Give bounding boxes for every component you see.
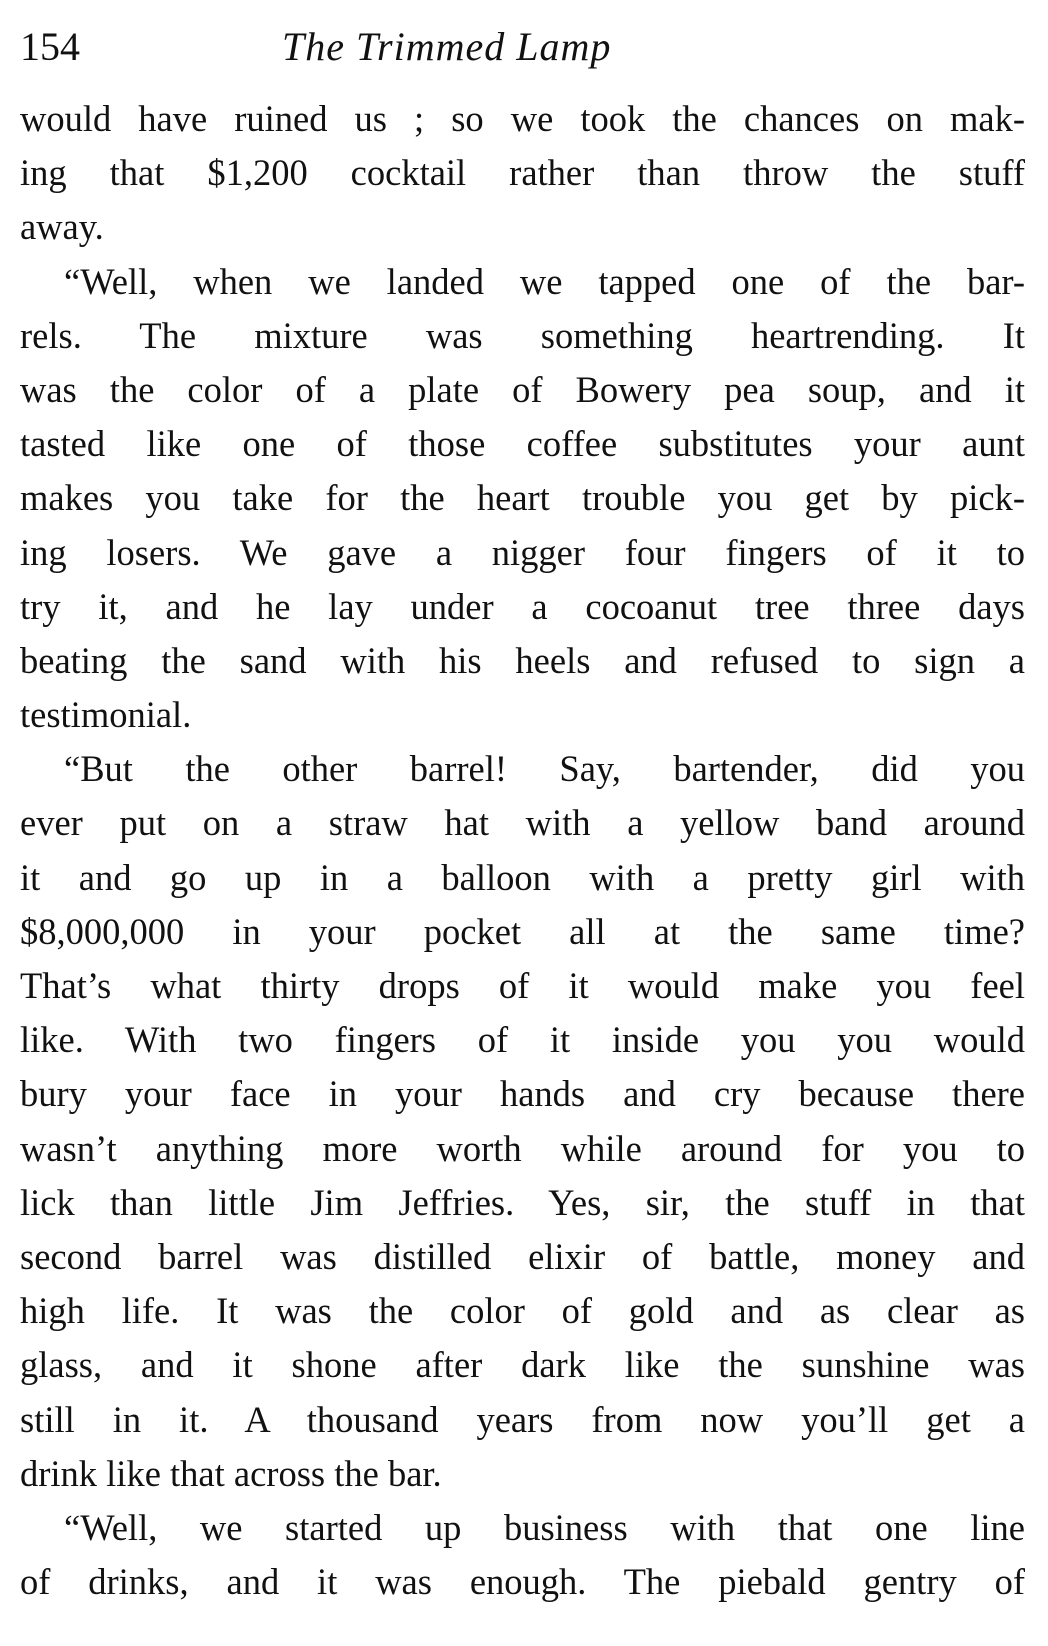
text-line: “Well, when we landed we tapped one of the bar- xyxy=(64,260,1025,302)
text-line: tasted like one of those coffee substitutes your aunt xyxy=(20,423,1025,465)
book-page xyxy=(20,14,1025,1609)
body-text xyxy=(20,92,1025,1609)
text-line: testimonial. xyxy=(20,694,192,736)
text-line: rels. The mixture was something heartrending. It xyxy=(20,314,1025,356)
page-header xyxy=(20,14,1025,80)
text-line: high life. It was the color of gold and as clear as xyxy=(20,1290,1025,1332)
text-line: second barrel was distilled elixir of battle, money and xyxy=(20,1235,1025,1277)
page-number: 154 xyxy=(20,24,80,69)
text-line: bury your face in your hands and cry because there xyxy=(20,1073,1025,1115)
text-line: away. xyxy=(20,206,104,248)
text-line: ing losers. We gave a nigger four fingers of it to xyxy=(20,531,1025,573)
text-line: try it, and he lay under a cocoanut tree three days xyxy=(20,585,1025,627)
text-line: it and go up in a balloon with a pretty girl with xyxy=(20,856,1025,898)
text-line: makes you take for the heart trouble you get by pick- xyxy=(20,477,1025,519)
text-line: of drinks, and it was enough. The piebald gentry of xyxy=(20,1561,1025,1603)
text-line: ever put on a straw hat with a yellow band around xyxy=(20,802,1025,844)
text-line: $8,000,000 in your pocket all at the same time? xyxy=(20,910,1025,952)
text-line: drink like that across the bar. xyxy=(20,1452,442,1494)
text-line: “Well, we started up business with that one line xyxy=(64,1506,1025,1548)
text-line: ing that $1,200 cocktail rather than throw the stuff xyxy=(20,152,1025,194)
text-line: would have ruined us ; so we took the chances on mak- xyxy=(20,98,1025,139)
text-line: was the color of a plate of Bowery pea soup, and it xyxy=(20,368,1025,410)
text-line: lick than little Jim Jeffries. Yes, sir, the stuff in that xyxy=(20,1181,1025,1223)
text-line: wasn’t anything more worth while around for you to xyxy=(20,1127,1025,1169)
text-line: beating the sand with his heels and refused to sign a xyxy=(20,639,1025,681)
text-line: glass, and it shone after dark like the sunshine was xyxy=(20,1344,1025,1386)
text-line: “But the other barrel! Say, bartender, did you xyxy=(64,748,1025,790)
text-line: like. With two fingers of it inside you you would xyxy=(20,1019,1025,1061)
running-title: The Trimmed Lamp xyxy=(282,24,612,69)
text-line: still in it. A thousand years from now you’ll get a xyxy=(20,1398,1025,1440)
text-line: That’s what thirty drops of it would make you feel xyxy=(20,965,1025,1006)
